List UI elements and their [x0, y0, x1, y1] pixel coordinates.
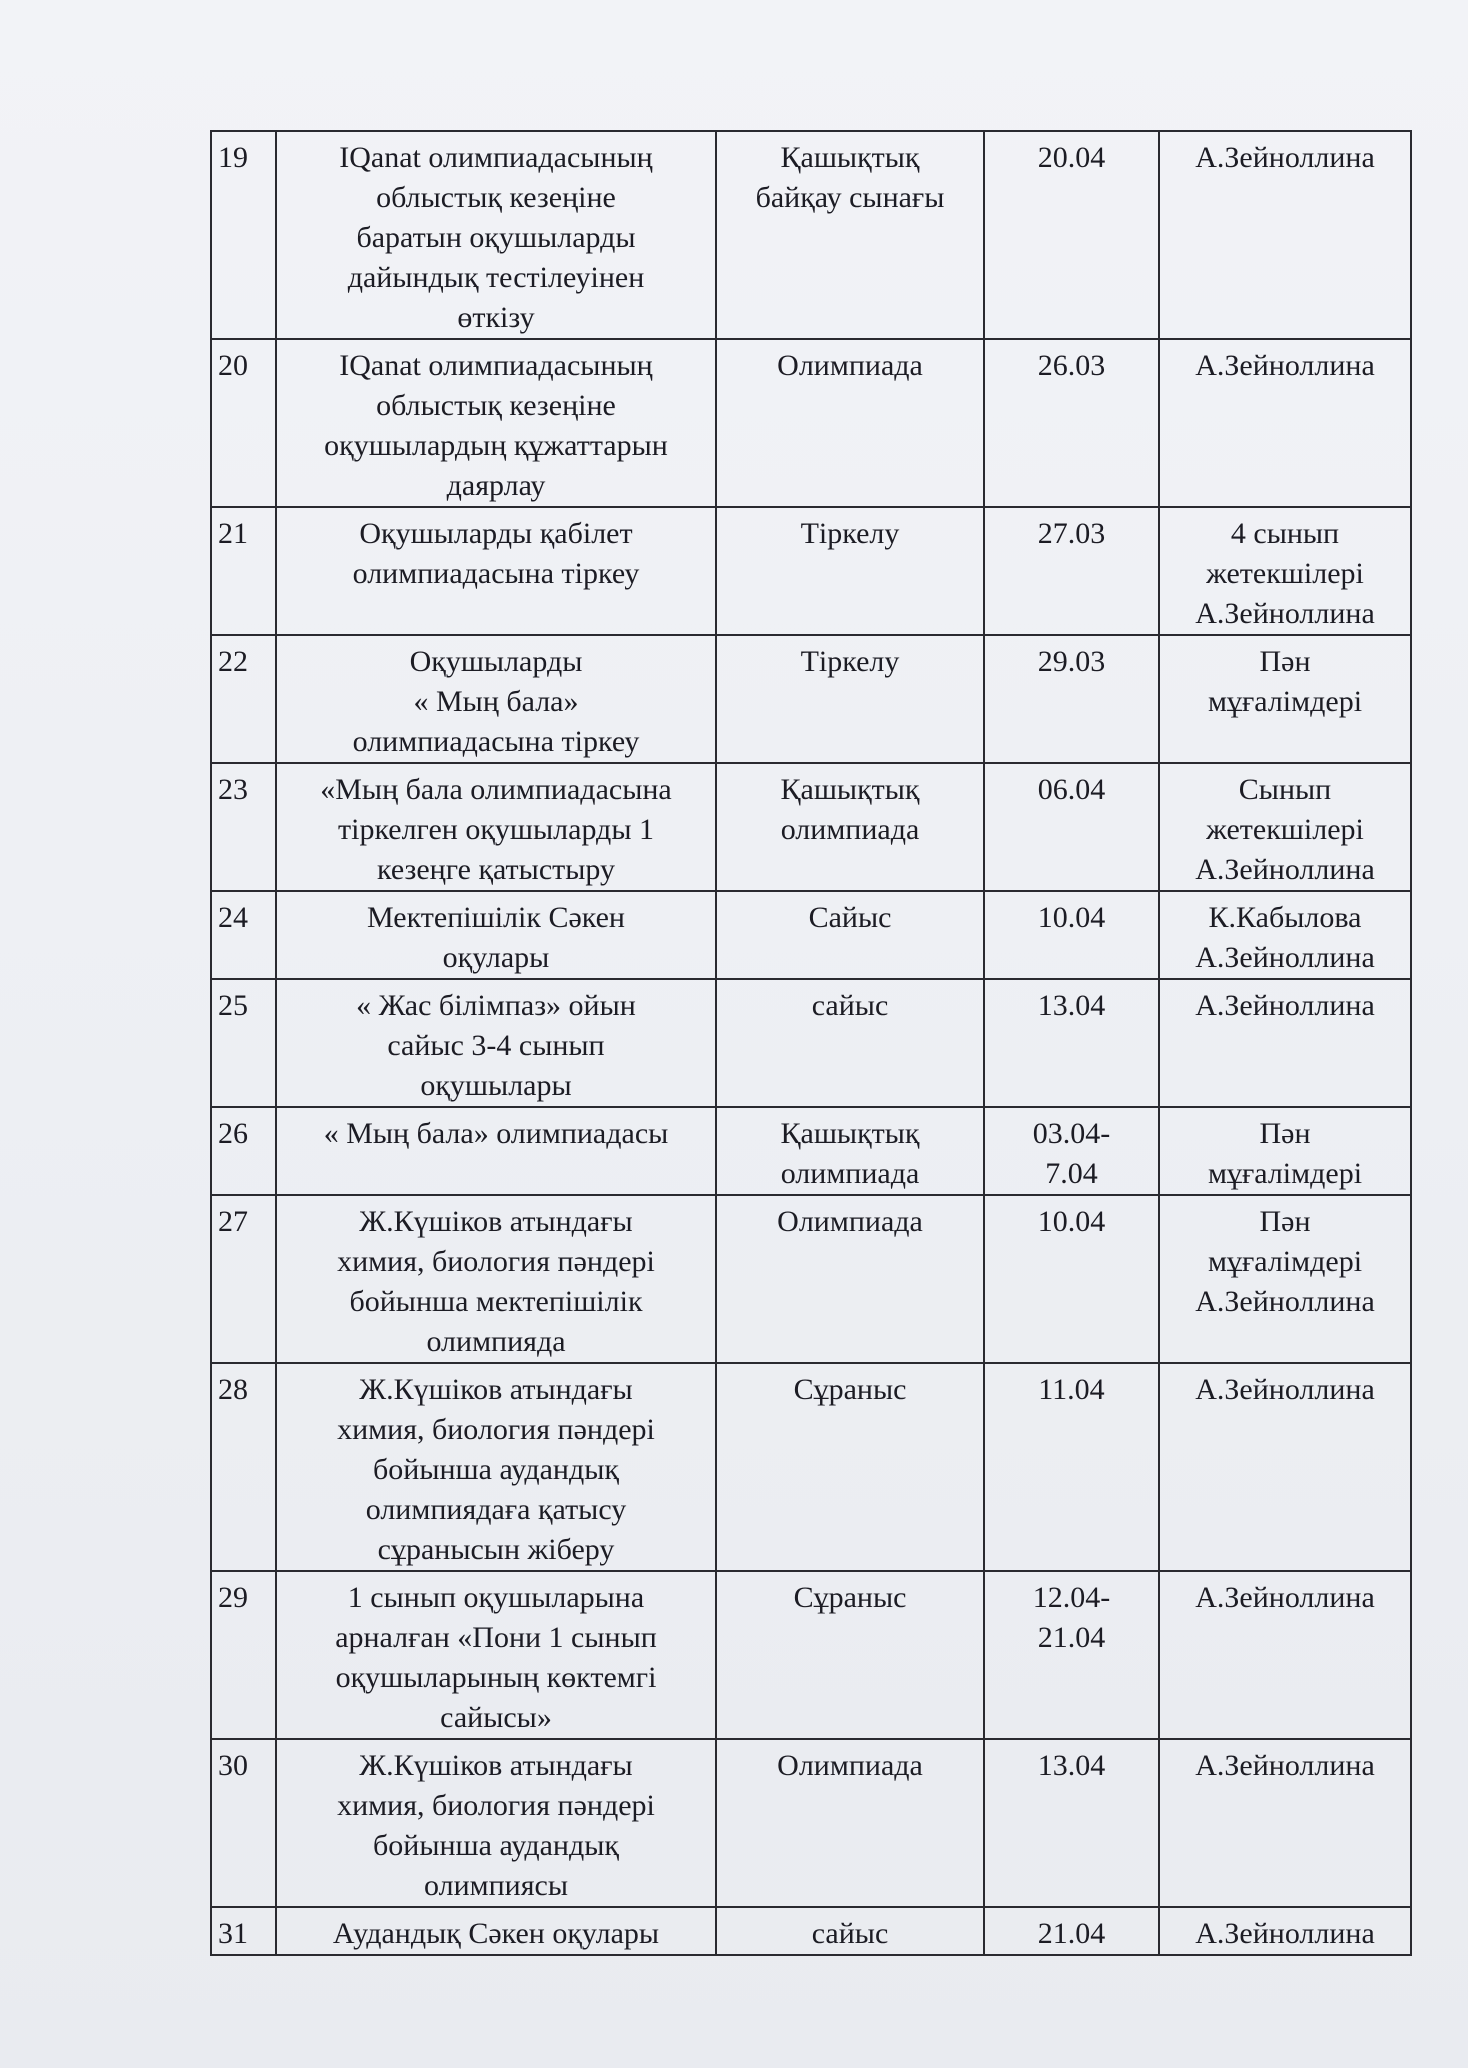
- event-name: «Мың бала олимпиадасына тіркелген оқушыларды 1 кезеңге қатыстыру: [276, 763, 716, 891]
- event-form: Қашықтық байқау сынағы: [716, 131, 984, 339]
- row-number: 28: [211, 1363, 276, 1571]
- row-number: 27: [211, 1195, 276, 1363]
- event-date: 11.04: [984, 1363, 1159, 1571]
- event-form: Олимпиада: [716, 1195, 984, 1363]
- row-number: 30: [211, 1739, 276, 1907]
- event-name: Мектепішілік Сәкен оқулары: [276, 891, 716, 979]
- event-date: 06.04: [984, 763, 1159, 891]
- row-number: 29: [211, 1571, 276, 1739]
- responsible-person: А.Зейноллина: [1159, 1571, 1411, 1739]
- responsible-person: А.Зейноллина: [1159, 131, 1411, 339]
- event-form: Олимпиада: [716, 339, 984, 507]
- event-name: Ж.Күшіков атындағы химия, биология пәндері бойынша мектепішілік олимпияда: [276, 1195, 716, 1363]
- row-number: 25: [211, 979, 276, 1107]
- table-row: [211, 507, 1411, 635]
- table-row: [211, 1107, 1411, 1195]
- event-name: 1 сынып оқушыларына арналған «Пони 1 сынып оқушыларының көктемгі сайысы»: [276, 1571, 716, 1739]
- event-date: 13.04: [984, 979, 1159, 1107]
- row-number: 24: [211, 891, 276, 979]
- table-row: [211, 1363, 1411, 1571]
- responsible-person: 4 сынып жетекшілері А.Зейноллина: [1159, 507, 1411, 635]
- event-date: 10.04: [984, 891, 1159, 979]
- table-row: [211, 891, 1411, 979]
- responsible-person: Пән мұғалімдері: [1159, 1107, 1411, 1195]
- row-number: 20: [211, 339, 276, 507]
- row-number: 31: [211, 1907, 276, 1955]
- table-row: [211, 763, 1411, 891]
- event-form: Сұраныс: [716, 1363, 984, 1571]
- table-row: [211, 1739, 1411, 1907]
- event-name: « Мың бала» олимпиадасы: [276, 1107, 716, 1195]
- event-date: 13.04: [984, 1739, 1159, 1907]
- table-row: [211, 1571, 1411, 1739]
- row-number: 23: [211, 763, 276, 891]
- table-row: [211, 1907, 1411, 1955]
- event-name: IQanat олимпиадасының облыстық кезеңіне оқушылардың құжаттарын даярлау: [276, 339, 716, 507]
- event-form: Олимпиада: [716, 1739, 984, 1907]
- event-plan-table: [210, 130, 1412, 1956]
- responsible-person: А.Зейноллина: [1159, 1739, 1411, 1907]
- event-form: Сайыс: [716, 891, 984, 979]
- responsible-person: Пән мұғалімдері: [1159, 635, 1411, 763]
- responsible-person: А.Зейноллина: [1159, 979, 1411, 1107]
- responsible-person: Пән мұғалімдері А.Зейноллина: [1159, 1195, 1411, 1363]
- event-name: Оқушыларды « Мың бала» олимпиадасына тіркеу: [276, 635, 716, 763]
- row-number: 22: [211, 635, 276, 763]
- row-number: 21: [211, 507, 276, 635]
- event-date: 26.03: [984, 339, 1159, 507]
- event-date: 29.03: [984, 635, 1159, 763]
- event-form: Тіркелу: [716, 635, 984, 763]
- event-date: 12.04- 21.04: [984, 1571, 1159, 1739]
- event-date: 20.04: [984, 131, 1159, 339]
- event-form: Тіркелу: [716, 507, 984, 635]
- table-row: [211, 1195, 1411, 1363]
- event-name: « Жас білімпаз» ойын сайыс 3-4 сынып оқушылары: [276, 979, 716, 1107]
- event-date: 21.04: [984, 1907, 1159, 1955]
- event-name: Ж.Күшіков атындағы химия, биология пәндері бойынша аудандық олимпиядаға қатысу сұранысын жіберу: [276, 1363, 716, 1571]
- responsible-person: А.Зейноллина: [1159, 1907, 1411, 1955]
- event-form: Қашықтық олимпиада: [716, 1107, 984, 1195]
- table-row: [211, 635, 1411, 763]
- event-date: 10.04: [984, 1195, 1159, 1363]
- event-date: 27.03: [984, 507, 1159, 635]
- responsible-person: Сынып жетекшілері А.Зейноллина: [1159, 763, 1411, 891]
- row-number: 26: [211, 1107, 276, 1195]
- event-name: IQanat олимпиадасының облыстық кезеңіне баратын оқушыларды дайындық тестілеуінен өткізу: [276, 131, 716, 339]
- event-form: Қашықтық олимпиада: [716, 763, 984, 891]
- responsible-person: А.Зейноллина: [1159, 1363, 1411, 1571]
- table-row: [211, 131, 1411, 339]
- event-date: 03.04- 7.04: [984, 1107, 1159, 1195]
- table-row: [211, 339, 1411, 507]
- row-number: 19: [211, 131, 276, 339]
- event-form: сайыс: [716, 1907, 984, 1955]
- event-name: Ж.Күшіков атындағы химия, биология пәндері бойынша аудандық олимпиясы: [276, 1739, 716, 1907]
- responsible-person: А.Зейноллина: [1159, 339, 1411, 507]
- event-name: Аудандық Сәкен оқулары: [276, 1907, 716, 1955]
- responsible-person: К.Кабылова А.Зейноллина: [1159, 891, 1411, 979]
- event-form: Сұраныс: [716, 1571, 984, 1739]
- table-row: [211, 979, 1411, 1107]
- event-name: Оқушыларды қабілет олимпиадасына тіркеу: [276, 507, 716, 635]
- event-form: сайыс: [716, 979, 984, 1107]
